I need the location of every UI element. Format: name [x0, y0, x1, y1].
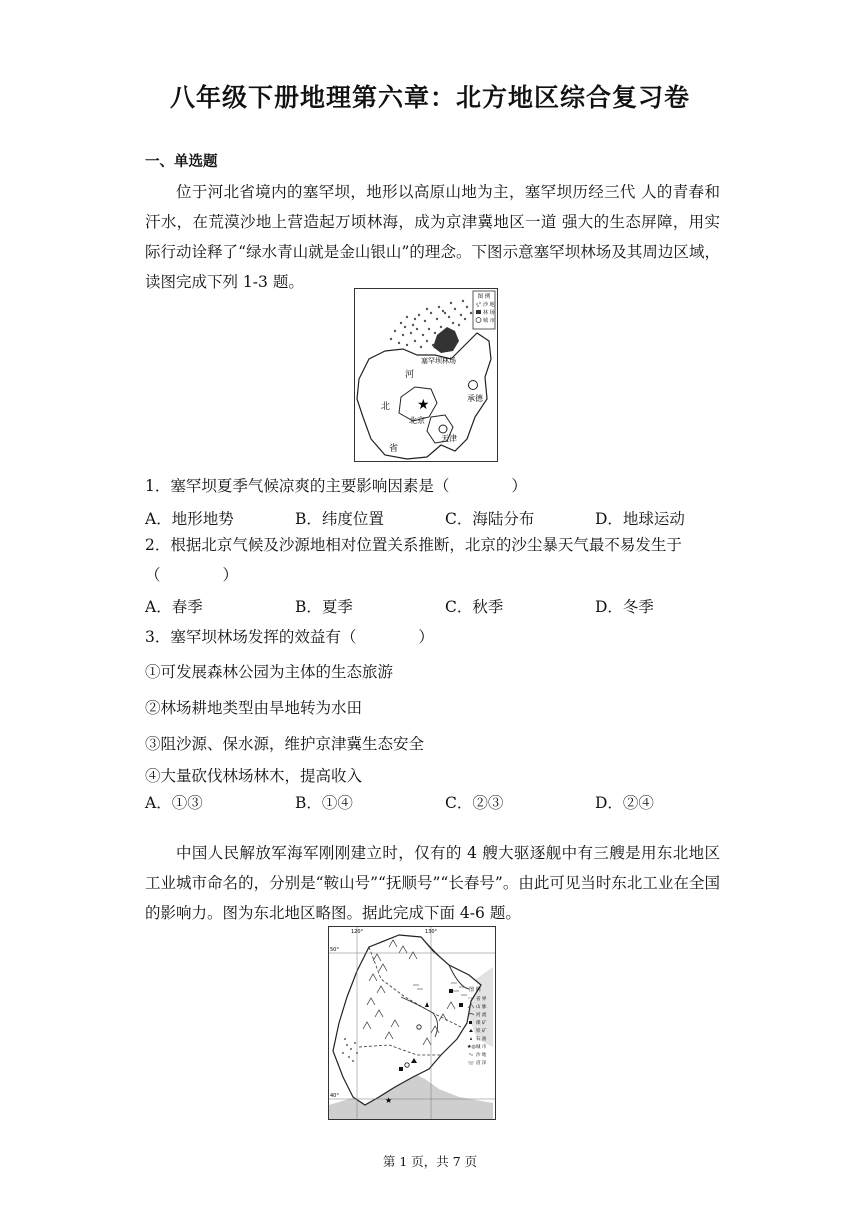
- sand-area: [390, 300, 472, 348]
- legend-oil-label: 石 油: [476, 1037, 487, 1042]
- legend-city-label: 城 市: [476, 1045, 487, 1050]
- q2-option-d: D．冬季: [595, 598, 654, 616]
- legend-sand-icon: [469, 1053, 472, 1055]
- forest-label: 塞罕坝林场: [421, 357, 456, 365]
- page-title: 八年级下册地理第六章：北方地区综合复习卷: [169, 83, 690, 112]
- lon-label-120: 120°: [351, 929, 364, 935]
- chengde-label: 承德: [467, 394, 483, 403]
- question-3-options: [145, 791, 745, 811]
- chengde-city-icon: [469, 381, 478, 390]
- legend-title: 图 例: [469, 987, 481, 993]
- legend-mountain-label: 山 脉: [476, 1005, 487, 1010]
- beijing-label: 北京: [409, 416, 425, 425]
- q3-option-a: A．①③: [145, 794, 203, 812]
- q3-item-1: ①可发展森林公园为主体的生态旅游: [145, 663, 394, 681]
- coal-mine-icon: [449, 989, 453, 993]
- question-3-stem: 3．塞罕坝林场发挥的效益有（ ）: [145, 628, 434, 646]
- coal-mine-icon: [459, 1003, 463, 1007]
- legend-iron-label: 铁 矿: [476, 1029, 487, 1034]
- q1-option-a: A．地形地势: [145, 510, 234, 528]
- question-2-stem: 2．根据北京气候及沙源地相对位置关系推断，北京的沙尘暴天气最不易发生于: [145, 536, 682, 554]
- forest-farm: [433, 327, 459, 353]
- q3-option-b: B．①④: [295, 794, 353, 812]
- map-saihanba: [354, 288, 498, 462]
- question-1-stem: 1．塞罕坝夏季气候凉爽的主要影响因素是（ ）: [145, 477, 527, 495]
- legend-coal-label: 煤 矿: [476, 1021, 487, 1026]
- tianjin-label: 天津: [441, 434, 457, 443]
- q3-item-4: ④大量砍伐林场林木，提高收入: [145, 767, 363, 785]
- legend-sand-label: 沙 地: [476, 1053, 487, 1058]
- question-2-stem-cont: （ ）: [145, 566, 239, 584]
- intro-paragraph-2: 中国人民解放军海军刚刚建立时，仅有的 4 艘大驱逐舰中有三艘是用东北地区工业城市命名的，分别是“鞍山号”“抚顺号”“长春号”。由此可见当时东北工业在全国的影响力。图为东北地区略图。据此完成下面 4-6 题。: [145, 844, 720, 922]
- coal-mine-icon: [399, 1067, 403, 1071]
- tianjin-city-icon: [439, 425, 447, 433]
- intro-paragraph-1: 位于河北省境内的塞罕坝，地形以高原山地为主，塞罕坝历经三代 人的青春和汗水，在荒漠沙地上营造起万顷林海，成为京津冀地区一道 强大的生态屏障，用实际行动诠释了“绿水青山就是金山银山”的理念。下图示意塞罕坝林场及其周边区域，读图完成下列 1-3 题。: [145, 183, 720, 291]
- q1-option-b: B．纬度位置: [295, 510, 384, 528]
- section-heading: 一、单选题: [145, 154, 218, 170]
- q2-option-b: B．夏季: [295, 598, 353, 616]
- legend-oil-icon: [470, 1037, 472, 1040]
- map-northeast-china: [328, 926, 496, 1120]
- lat-label-40: 40°: [330, 1093, 339, 1099]
- legend-river-label: 河 流: [476, 1013, 487, 1018]
- q1-option-d: D．地球运动: [595, 510, 685, 528]
- beijing-star-icon: ★: [417, 397, 430, 413]
- q3-option-d: D．②④: [595, 794, 654, 812]
- q1-option-c: C．海陆分布: [445, 510, 535, 528]
- lon-label-130: 130°: [425, 929, 438, 935]
- q2-option-a: A．春季: [145, 598, 203, 616]
- legend-coal-icon: [469, 1021, 472, 1024]
- legend-forest-label: 林 场: [483, 310, 495, 316]
- legend-sand-label: 沙 地: [483, 302, 495, 308]
- city-star-icon: ★: [385, 1096, 393, 1105]
- legend-marsh-icon: [468, 1062, 474, 1064]
- province-char-bei: 北: [381, 402, 391, 412]
- legend-iron-icon: [469, 1029, 473, 1032]
- q2-option-c: C．秋季: [445, 598, 504, 616]
- province-char-he: 河: [405, 370, 415, 380]
- question-2-options: [145, 595, 745, 615]
- q3-item-2: ②林场耕地类型由旱地转为水田: [145, 699, 363, 717]
- page-footer: 第 1 页，共 7 页: [382, 1154, 478, 1169]
- province-char-sheng: 省: [389, 444, 399, 454]
- northeast-outline: [333, 935, 481, 1105]
- q3-option-c: C．②③: [445, 794, 504, 812]
- legend-city-icon: ★◎: [467, 1044, 476, 1050]
- q3-item-3: ③阻沙源、保水源，维护京津冀生态安全: [145, 735, 425, 753]
- legend-border-label: 省 界: [476, 997, 487, 1002]
- question-1-options: [145, 507, 745, 527]
- legend-city-label: 城 市: [483, 318, 495, 324]
- legend-title: 图 例: [477, 294, 491, 300]
- legend-forest-icon: [476, 310, 481, 314]
- legend-marsh-label: 沼 泽: [476, 1061, 487, 1066]
- lat-label-50: 50°: [330, 947, 339, 953]
